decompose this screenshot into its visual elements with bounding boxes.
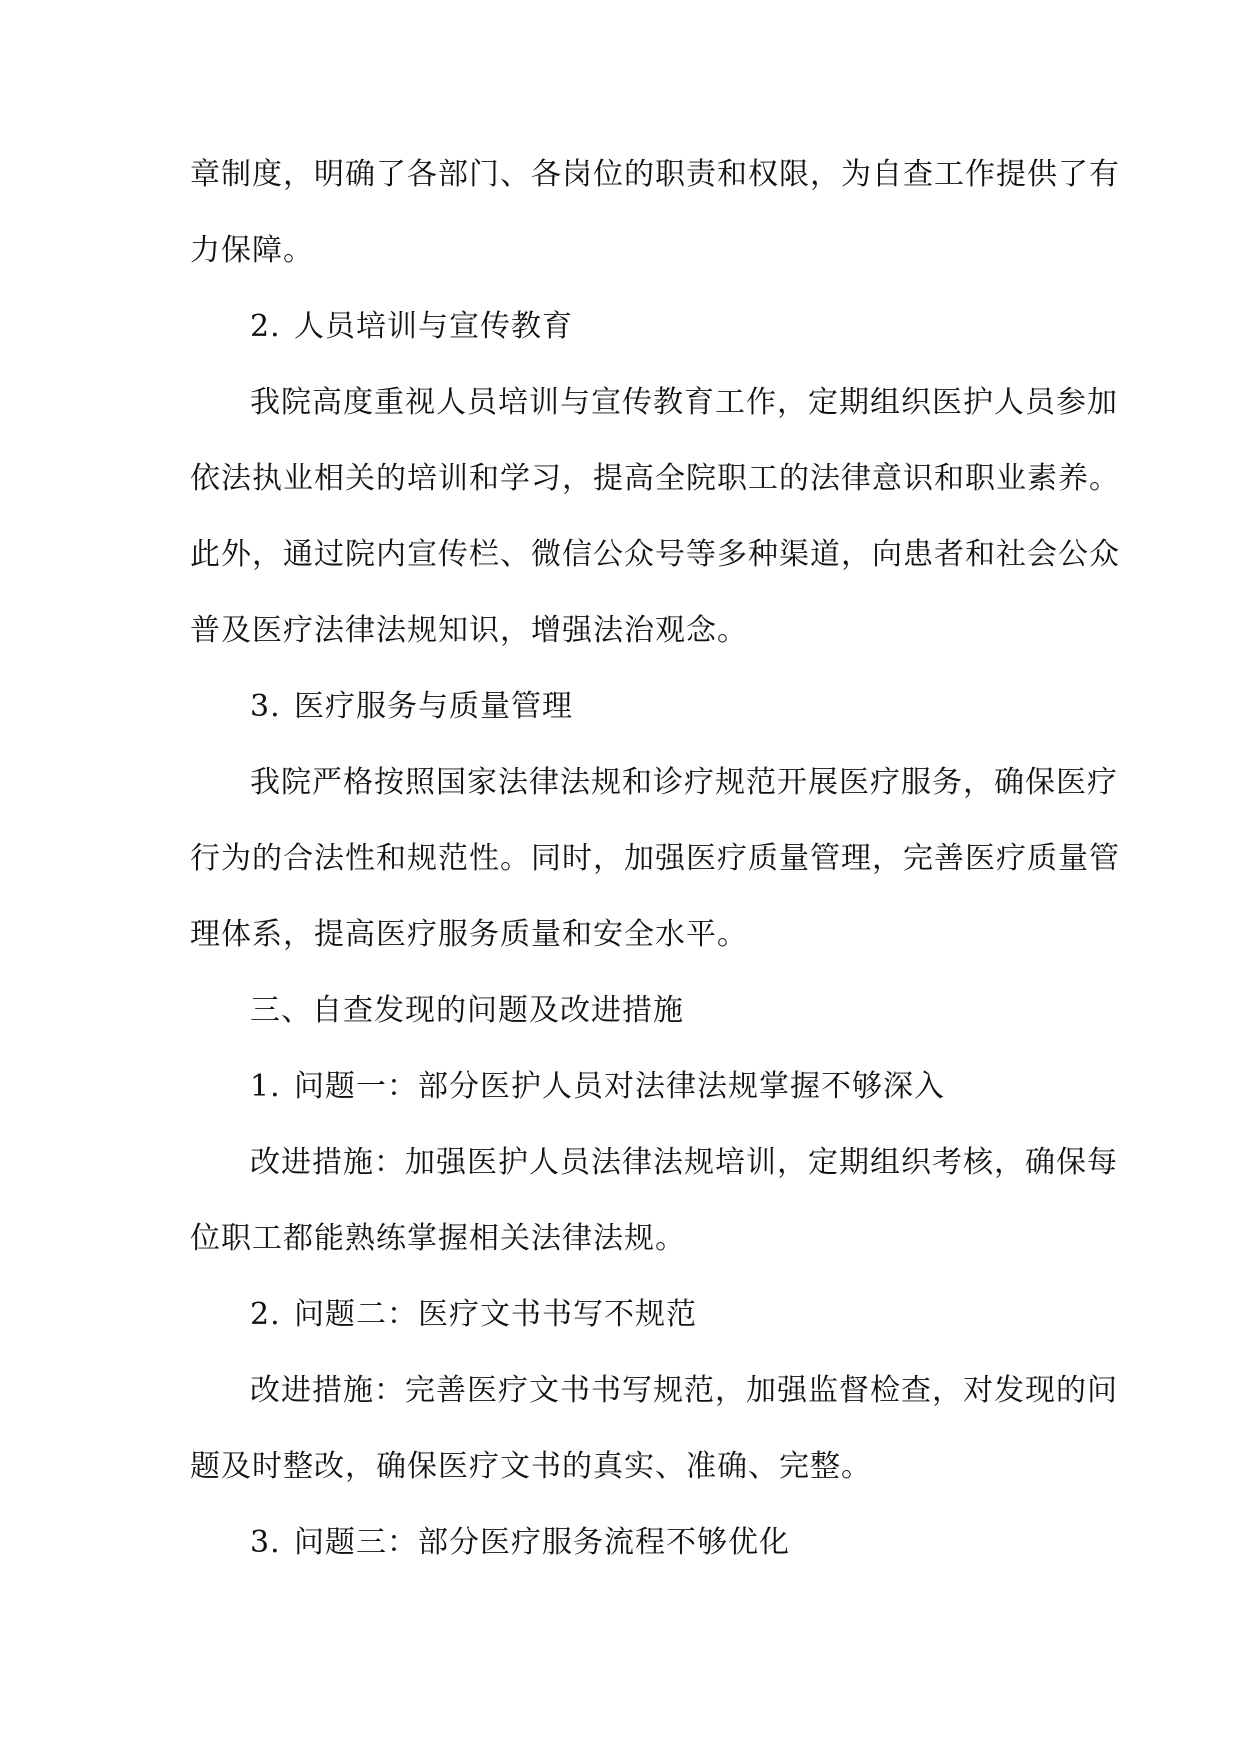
paragraph-line: 章制度，明确了各部门、各岗位的职责和权限，为自查工作提供了有: [190, 157, 1120, 192]
paragraph-line: 题及时整改，确保医疗文书的真实、准确、完整。: [190, 1449, 872, 1484]
paragraph-line: 我院严格按照国家法律法规和诊疗规范开展医疗服务，确保医疗: [250, 765, 1118, 800]
section-title: 医疗服务与质量管理: [294, 689, 573, 724]
section-heading: [190, 1049, 1060, 1125]
paragraph-line: 行为的合法性和规范性。同时，加强医疗质量管理，完善医疗质量管: [190, 841, 1120, 876]
paragraph-line: 位职工都能熟练掌握相关法律法规。: [190, 1221, 686, 1256]
section-heading: [190, 289, 1060, 365]
paragraph-line: 力保障。: [190, 233, 314, 268]
section-number: 2.: [250, 309, 281, 344]
section-title: 问题三：部分医疗服务流程不够优化: [294, 1525, 790, 1560]
paragraph-line: 理体系，提高医疗服务质量和安全水平。: [190, 917, 748, 952]
paragraph-line: 我院高度重视人员培训与宣传教育工作，定期组织医护人员参加: [250, 385, 1118, 420]
section-number: 3.: [250, 1525, 281, 1560]
section-heading: [190, 1505, 1060, 1581]
section-title: 问题二：医疗文书书写不规范: [294, 1297, 697, 1332]
paragraph-line: 此外，通过院内宣传栏、微信公众号等多种渠道，向患者和社会公众: [190, 537, 1120, 572]
paragraph-line: 改进措施：加强医护人员法律法规培训，定期组织考核，确保每: [250, 1145, 1118, 1180]
section-heading: [190, 669, 1060, 745]
section-heading: [190, 1277, 1060, 1353]
section-title: 人员培训与宣传教育: [294, 309, 573, 344]
paragraph-line: 改进措施：完善医疗文书书写规范，加强监督检查，对发现的问: [250, 1373, 1118, 1408]
section-number: 3.: [250, 689, 281, 724]
document-body: [190, 137, 1120, 1581]
paragraph-line: 依法执业相关的培训和学习，提高全院职工的法律意识和职业素养。: [190, 461, 1120, 496]
paragraph-line: 普及医疗法律法规知识，增强法治观念。: [190, 613, 748, 648]
section-number: 2.: [250, 1297, 281, 1332]
section-title: 问题一：部分医护人员对法律法规掌握不够深入: [294, 1069, 945, 1104]
chapter-heading: 三、自查发现的问题及改进措施: [250, 993, 684, 1028]
section-number: 1.: [250, 1069, 281, 1104]
